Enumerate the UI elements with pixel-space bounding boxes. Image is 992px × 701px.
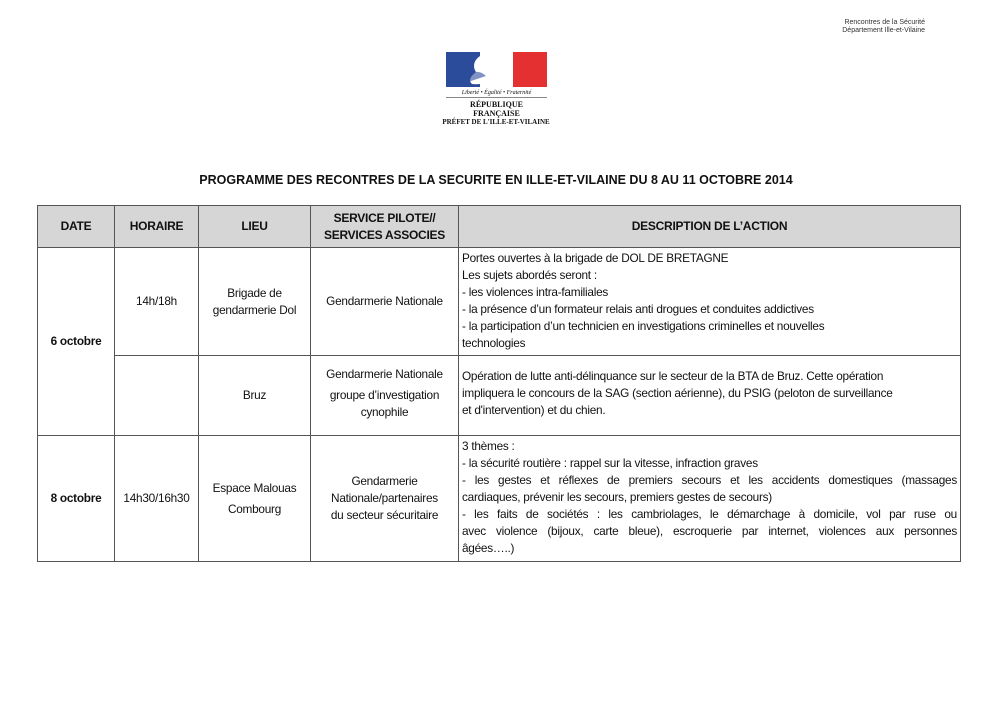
date-cell: 8 octobre [38, 436, 115, 562]
lieu-cell: Bruz [199, 356, 311, 436]
lieu-cell: Espace Malouas Combourg [199, 436, 311, 562]
service-cell: Gendarmerie Nationale groupe d’investigation cynophile [311, 356, 459, 436]
page-title: PROGRAMME DES RECONTRES DE LA SECURITE EN ILLE-ET-VILAINE DU 8 AU 11 OCTOBRE 2014 [199, 173, 793, 187]
table-header-row [38, 206, 961, 248]
service-cell: Gendarmerie Nationale/partenaires du secteur sécuritaire [311, 436, 459, 562]
table-row [38, 248, 961, 356]
republic-label: RÉPUBLIQUE FRANÇAISE [470, 100, 523, 118]
programme-table [37, 205, 961, 562]
description-cell: Portes ouvertes à la brigade de DOL DE BRETAGNE Les sujets abordés seront : - les violences intra-familiales - la présence d’un formateur relais anti drogues et conduites addictives - la participation d’un technicien en investigations criminelles et nouvelles technologies [459, 248, 961, 356]
header-note-line: Rencontres de la Sécurité [844, 19, 925, 26]
header-service: SERVICE PILOTE// SERVICES ASSOCIES [311, 206, 459, 248]
prefet-label: PRÉFET DE L'ILLE-ET-VILAINE [442, 118, 550, 126]
lieu-cell: Brigade de gendarmerie Dol [199, 248, 311, 356]
motto: Liberté • Égalité • Fraternité [446, 90, 547, 98]
header-note [842, 19, 925, 35]
description-cell: Opération de lutte anti-délinquance sur le secteur de la BTA de Bruz. Cette opération impliquera le concours de la SAG (section aérienne), du PSIG (peloton de surveillance et d'intervention) et du chien. [459, 356, 961, 436]
header-description: DESCRIPTION DE L’ACTION [459, 206, 961, 248]
header-note-line: Département Ille-et-Vilaine [842, 27, 925, 34]
header-date: DATE [38, 206, 115, 248]
marianne-flag-icon [446, 52, 547, 87]
table-row [38, 356, 961, 436]
republique-francaise-logo [446, 52, 547, 118]
service-cell: Gendarmerie Nationale [311, 248, 459, 356]
horaire-cell [115, 356, 199, 436]
horaire-cell: 14h/18h [115, 248, 199, 356]
table-row [38, 436, 961, 562]
horaire-cell: 14h30/16h30 [115, 436, 199, 562]
description-cell: 3 thèmes : - la sécurité routière : rappel sur la vitesse, infraction graves - les gestes et réflexes de premiers secours et les accidents domestiques (massages cardiaques, prévenir les secours, premiers gestes de secours) - les faits de sociétés : les cambriolages, le démarchage à domicile, vol par ruse ou avec violence (bijoux, carte bleue), escroquerie par internet, violences aux personnes âgées…..) [459, 436, 961, 562]
header-horaire: HORAIRE [115, 206, 199, 248]
header-lieu: LIEU [199, 206, 311, 248]
date-cell: 6 octobre [38, 248, 115, 436]
